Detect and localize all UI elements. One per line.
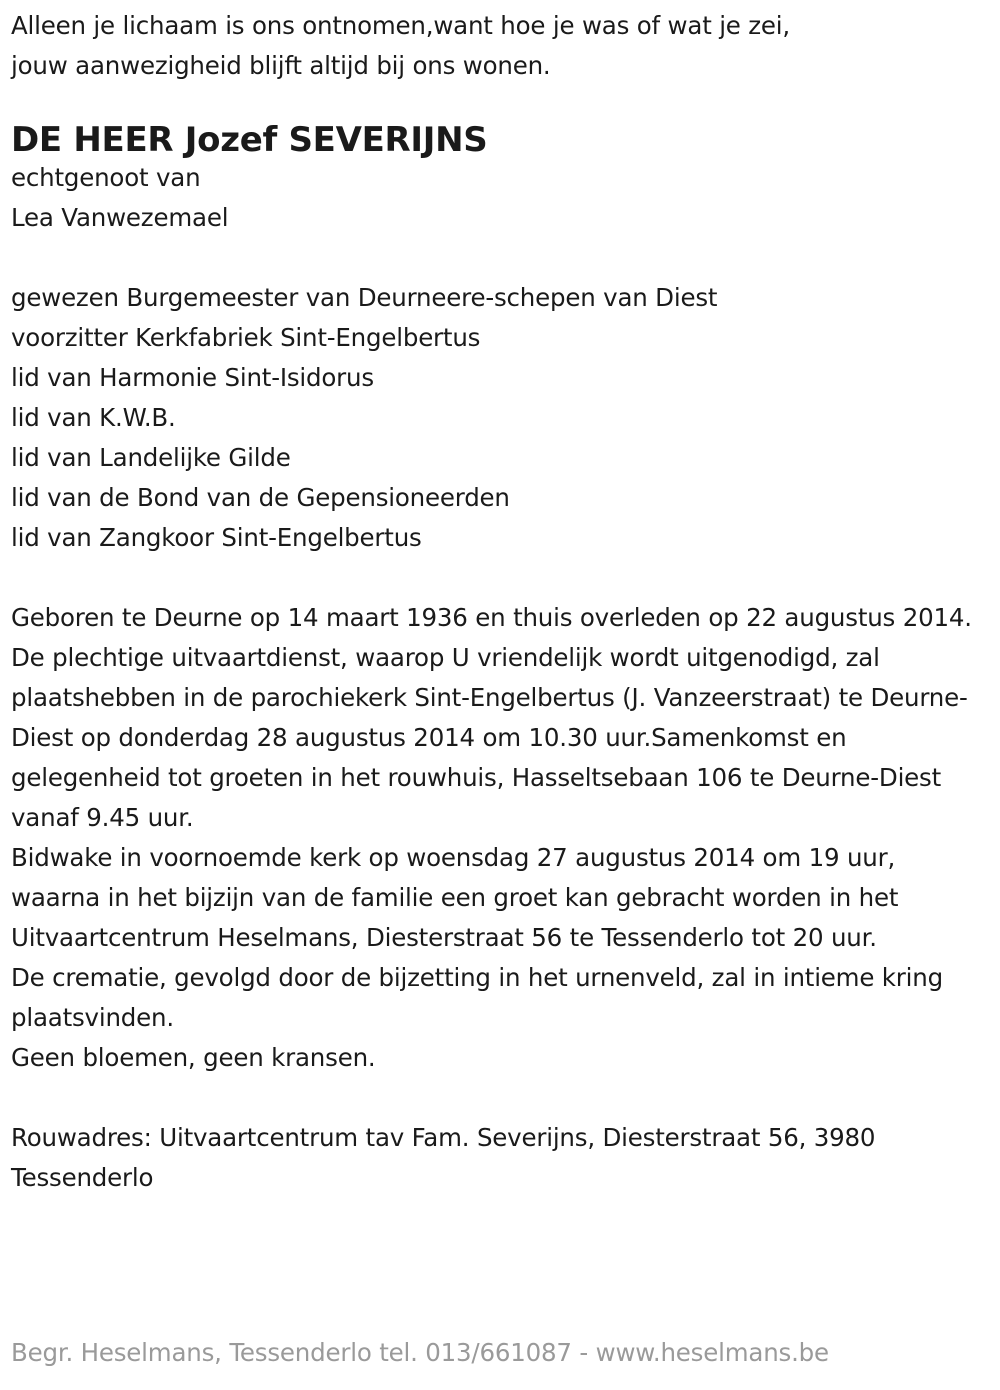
role-line: voorzitter Kerkfabriek Sint-Engelbertus: [11, 323, 481, 352]
role-line: lid van K.W.B.: [11, 403, 176, 432]
poem-line-1: Alleen je lichaam is ons ontnomen,want hoe je was of wat je zei,: [11, 11, 790, 40]
flowers-text: Geen bloemen, geen kransen.: [11, 1043, 376, 1072]
cremation-text: De crematie, gevolgd door de bijzetting in het urnenveld, zal in intieme kring plaatsvinden.: [11, 963, 943, 1032]
obituary-text: [11, 6, 991, 1198]
spouse-name: Lea Vanwezemael: [11, 203, 229, 232]
poem-line-2: jouw aanwezigheid blijft altijd bij ons wonen.: [11, 51, 551, 80]
role-line: lid van Harmonie Sint-Isidorus: [11, 363, 374, 392]
role-line: lid van Landelijke Gilde: [11, 443, 291, 472]
spouse-label: echtgenoot van: [11, 163, 201, 192]
funeral-service-text: De plechtige uitvaartdienst, waarop U vriendelijk wordt uitgenodigd, zal plaatshebben in de parochiekerk Sint-Engelbertus (J. Vanzeerstraat) te Deurne-Diest op donderdag 28 augustus 2014 om 10.30 uur.Samenkomst en gelegenheid tot groeten in het rouwhuis, Hasseltsebaan 106 te Deurne-Diest vanaf 9.45 uur.: [11, 643, 968, 832]
deceased-name: DE HEER Jozef SEVERIJNS: [11, 120, 488, 160]
mourning-address: Rouwadres: Uitvaartcentrum tav Fam. Severijns, Diesterstraat 56, 3980 Tessenderlo: [11, 1123, 876, 1192]
spacer: [11, 1078, 991, 1118]
spacer: [11, 238, 991, 278]
role-line: lid van de Bond van de Gepensioneerden: [11, 483, 510, 512]
spacer: [11, 558, 991, 598]
role-line: gewezen Burgemeester van Deurneere-schepen van Diest: [11, 283, 718, 312]
role-line: lid van Zangkoor Sint-Engelbertus: [11, 523, 422, 552]
birth-death-text: Geboren te Deurne op 14 maart 1936 en thuis overleden op 22 augustus 2014.: [11, 603, 972, 632]
funeral-home-footer: Begr. Heselmans, Tessenderlo tel. 013/661087 - www.heselmans.be: [11, 1338, 829, 1367]
wake-text: Bidwake in voornoemde kerk op woensdag 27 augustus 2014 om 19 uur, waarna in het bijzijn van de familie een groet kan gebracht worden in het Uitvaartcentrum Heselmans, Diesterstraat 56 te Tessenderlo tot 20 uur.: [11, 843, 899, 952]
